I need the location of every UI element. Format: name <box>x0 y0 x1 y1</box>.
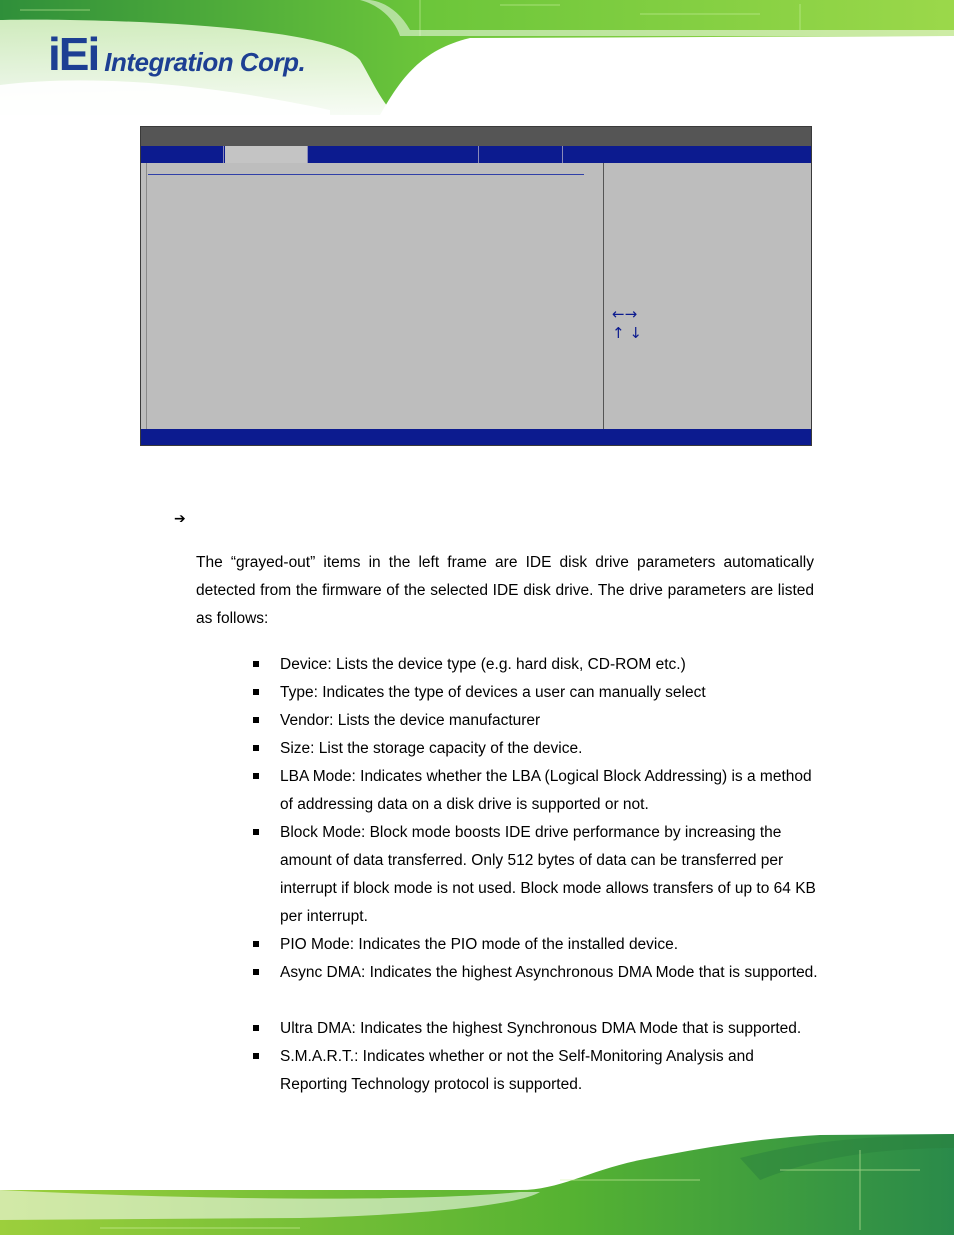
bios-tab-3[interactable] <box>309 146 479 163</box>
bios-settings-pane <box>146 163 603 429</box>
bios-tab-2-active[interactable] <box>225 146 308 163</box>
up-down-arrows-icon: ↑ ↓ <box>612 324 642 342</box>
list-item: Block Mode: Block mode boosts IDE drive performance by increasing the amount of data transferred. Only 512 bytes of data can be transferred per interrupt if block mode is not used. Block mode allows transfers of up to 64 KB per interrupt. <box>280 824 816 925</box>
list-item: Size: List the storage capacity of the device. <box>280 740 583 757</box>
bios-title-bar <box>141 127 811 146</box>
list-item: S.M.A.R.T.: Indicates whether or not the Self-Monitoring Analysis and Reporting Technology protocol is supported. <box>280 1048 754 1093</box>
logo-wordmark: Integration Corp. <box>104 47 306 77</box>
bios-footer-bar <box>141 429 811 445</box>
list-item: Type: Indicates the type of devices a user can manually select <box>280 684 706 701</box>
bios-tab-1[interactable] <box>141 146 224 163</box>
bullet-icon <box>253 1053 259 1059</box>
footer-banner <box>0 1130 954 1235</box>
bios-help-separator <box>603 163 604 429</box>
list-item: PIO Mode: Indicates the PIO mode of the installed device. <box>280 936 679 953</box>
intro-paragraph: The “grayed-out” items in the left frame are IDE disk drive parameters automatically detected from the firmware of the selected IDE disk drive. The drive parameters are listed as follows: <box>196 554 814 627</box>
logo-mark: iEi <box>48 28 99 80</box>
bullet-icon <box>253 1025 259 1031</box>
list-item: LBA Mode: Indicates whether the LBA (Logical Block Addressing) is a method of addressing data on a disk drive is supported or not. <box>280 768 812 813</box>
bullet-icon <box>253 969 259 975</box>
bullet-icon <box>253 717 259 723</box>
company-logo <box>48 27 306 80</box>
bullet-icon <box>253 829 259 835</box>
bios-menu-tabs <box>141 146 811 163</box>
bios-section-divider <box>148 174 584 175</box>
bios-screenshot <box>140 126 812 446</box>
arrow-icon: ➔ <box>174 511 186 527</box>
bullet-icon <box>253 745 259 751</box>
list-item: Vendor: Lists the device manufacturer <box>280 712 541 729</box>
list-item: Ultra DMA: Indicates the highest Synchronous DMA Mode that is supported. <box>280 1020 802 1037</box>
bullet-icon <box>253 689 259 695</box>
bullet-icon <box>253 661 259 667</box>
bullet-icon <box>253 941 259 947</box>
list-item: Async DMA: Indicates the highest Asynchronous DMA Mode that is supported. <box>280 964 818 981</box>
list-item: Device: Lists the device type (e.g. hard disk, CD-ROM etc.) <box>280 656 686 673</box>
bullet-icon <box>253 773 259 779</box>
bios-nav-help <box>612 305 642 343</box>
bios-tab-4[interactable] <box>479 146 563 163</box>
left-right-arrows-icon: ←→ <box>612 305 638 323</box>
